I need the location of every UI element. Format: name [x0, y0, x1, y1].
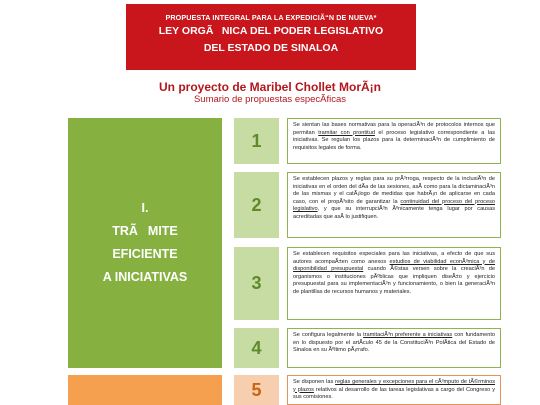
item-number-box — [234, 247, 279, 320]
section-numeral: I. — [141, 201, 149, 215]
desc-highlight: tramitar con prontitud — [318, 129, 375, 136]
desc-highlight: estudios de viabilidad econÃ³mica y de disponibilidad presupuestal — [293, 258, 496, 272]
item-description — [287, 375, 501, 405]
item-number-box — [234, 328, 279, 368]
desc-text: Se configura legalmente la — [293, 332, 364, 338]
item-description — [287, 118, 501, 164]
item-number: 2 — [251, 194, 262, 215]
desc-text: cuando Ã©stas versen sobre la creaciÃ³n de organismos o instituciones pÃºblicas que impliquen diseÃ±o y ejercicio presupuestal para su implementaciÃ³n y funcionamiento, o bien la generaciÃ³n de plantillas de recursos humanos y materiales. — [293, 266, 496, 295]
title-banner — [126, 4, 416, 70]
desc-highlight: reglas generales y excepciones para el cÃ³mputo de tÃ©rminos y plazos — [293, 379, 495, 393]
desc-text: el proceso legislativo correspondiente a las iniciativas. Se regulan los plazos para la determinaciÃ³n de cumplimiento de requisitos legales de forma. — [293, 129, 495, 151]
desc-text: con fundamento en lo dispuesto por el artÃculo 45 de la ConstituciÃ³n PolÃtica del Estado de Sinaloa en su Ãºltimo pÃ¡rrafo. — [293, 332, 496, 353]
item-description — [287, 172, 501, 238]
desc-text: Se sientan las bases normativas para la operaciÃ³n de protocolos internos que permitan — [293, 122, 495, 136]
desc-text: , y que su interrupciÃ³n Ãºnicamente tenga lugar por causas acreditadas que asÃ lo justifiquen. — [293, 206, 495, 220]
desc-text: Se disponen las — [293, 379, 336, 385]
banner-line-2: LEY ORGÃNICA DEL PODER LEGISLATIVO — [158, 25, 384, 37]
item-number-box — [234, 118, 279, 164]
section-block-next — [68, 375, 222, 405]
item-description — [287, 328, 501, 368]
desc-highlight: tramitaciÃ³n preferente a iniciativas — [363, 332, 453, 338]
desc-text: Se establecen plazos y reglas para su prÃ³rroga, respecto de la inclusiÃ³n de iniciativas en el orden del dÃa de las sesiones, asÃ como para la dictaminaciÃ³n de las mismas y el catÃ¡logo de medidas que habrÃ¡n de aplicarse en cada caso, con el propÃ³sito de garantizar la — [293, 176, 495, 205]
item-number-box — [234, 375, 279, 405]
banner-line-1: PROPUESTA INTEGRAL PARA LA EXPEDICIÃ“N DE NUEVA* — [165, 13, 377, 22]
subtitle: Sumario de propuestas especÃficas — [193, 94, 347, 105]
section-title-line: EFICIENTE — [112, 247, 178, 261]
desc-highlight: continuidad del proceso del proceso legislativo — [293, 198, 495, 212]
section-title-line: TRÃMITE — [112, 224, 178, 238]
desc-text: Se establecen requisitos especiales para las iniciativas, a efecto de que sus autores acompaÃ±en como anexos — [293, 251, 495, 265]
section-title-line: A INICIATIVAS — [102, 270, 188, 284]
section-block-tramite — [68, 118, 222, 368]
item-number-box — [234, 172, 279, 238]
author-line: Un proyecto de Maribel Chollet MorÃ¡n — [158, 80, 381, 94]
item-description — [287, 247, 501, 320]
item-number: 4 — [251, 337, 262, 358]
item-number: 3 — [251, 273, 262, 293]
banner-line-3: DEL ESTADO DE SINALOA — [203, 42, 339, 54]
desc-text: relativos al desarrollo de las tareas legislativas a cargo del Congreso y sus comisiones. — [293, 386, 495, 400]
item-number: 1 — [251, 130, 262, 151]
item-number: 5 — [251, 379, 262, 400]
